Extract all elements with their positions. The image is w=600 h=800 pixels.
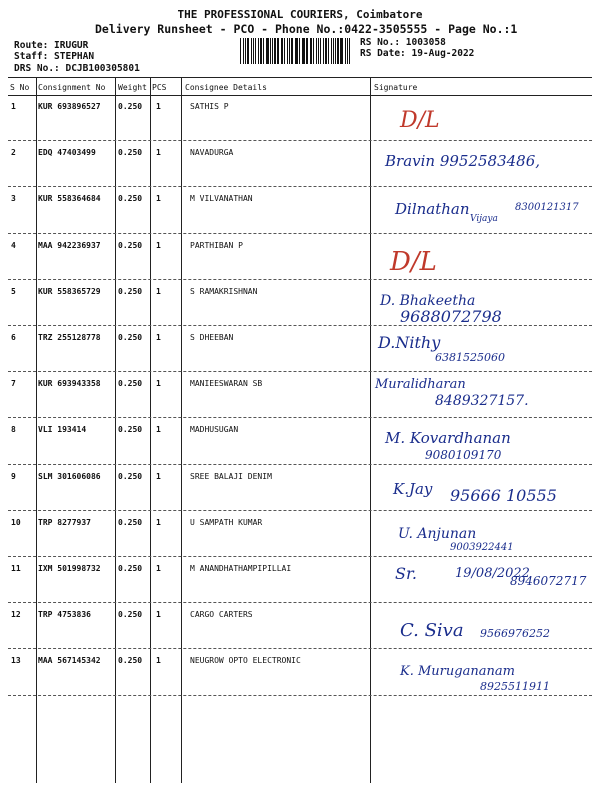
- row-divider: [8, 417, 592, 418]
- row-consignee: M ANANDHATHAMPIPILLAI: [190, 564, 292, 573]
- barcode: [240, 38, 352, 64]
- row-signature-part-2: 9080109170: [425, 448, 502, 463]
- table-top-rule: [8, 77, 592, 78]
- row-consignment-no: KUR 693896527: [38, 102, 101, 111]
- row-signature-part-1: M. Kovardhanan: [385, 429, 511, 448]
- row-divider: [8, 186, 592, 187]
- row-divider: [8, 279, 592, 280]
- row-divider: [8, 464, 592, 465]
- row-consignment-no: TRZ 255128778: [38, 333, 101, 342]
- row-signature-part-2: 8925511911: [480, 680, 550, 694]
- row-consignee: U SAMPATH KUMAR: [190, 517, 263, 527]
- row-sno: 3: [11, 194, 16, 204]
- row-sno: 5: [11, 286, 16, 296]
- row-consignment-no: IXM 501998732: [38, 564, 101, 573]
- row-consignee: PARTHIBAN P: [190, 240, 243, 250]
- row-signature-part-1: D/L: [390, 246, 437, 277]
- row-sno: 8: [11, 425, 16, 435]
- row-signature-part-2: 8489327157.: [435, 393, 529, 410]
- row-weight: 0.250: [118, 656, 143, 666]
- row-signature-part-1: Bravin 9952583486,: [385, 152, 541, 171]
- row-weight: 0.250: [118, 564, 143, 573]
- row-signature-part-1: C. Siva: [400, 620, 464, 642]
- row-signature-part-3: 8946072717: [510, 574, 587, 588]
- row-divider: [8, 510, 592, 511]
- column-divider: [115, 78, 116, 783]
- row-consignee: S RAMAKRISHNAN: [190, 286, 258, 296]
- row-consignment-no: MAA 942236937: [38, 240, 101, 250]
- row-signature-part-1: K.Jay: [393, 479, 433, 498]
- row-signature-part-1: D/L: [400, 108, 440, 133]
- column-divider: [181, 78, 182, 783]
- row-weight: 0.250: [118, 517, 143, 527]
- row-consignment-no: TRP 4753836: [38, 610, 91, 620]
- col-header-pcs: PCS: [152, 83, 167, 92]
- row-consignment-no: VLI 193414: [38, 425, 87, 435]
- row-sno: 2: [11, 148, 16, 158]
- row-consignment-no: KUR 558364684: [38, 194, 101, 204]
- drs-number: DRS No.: DCJB100305801: [14, 63, 140, 74]
- col-header-consignee: Consignee Details: [185, 83, 267, 92]
- column-divider: [370, 78, 371, 783]
- row-consignee: S DHEEBAN: [190, 333, 234, 342]
- row-signature-part-1: D. Bhakeetha: [380, 292, 476, 309]
- row-consignment-no: MAA 567145342: [38, 656, 101, 666]
- row-signature-part-2: 6381525060: [435, 351, 505, 364]
- row-consignee: NAVADURGA: [190, 148, 234, 158]
- row-signature-part-1: U. Anjunan: [398, 525, 477, 542]
- row-divider: [8, 140, 592, 141]
- row-weight: 0.250: [118, 240, 143, 250]
- col-header-consignment: Consignment No: [38, 83, 106, 92]
- row-sno: 12: [11, 610, 21, 620]
- row-consignee: SREE BALAJI DENIM: [190, 471, 272, 481]
- row-consignment-no: SLM 301606086: [38, 471, 101, 481]
- row-consignment-no: TRP 8277937: [38, 517, 91, 527]
- row-weight: 0.250: [118, 379, 143, 389]
- row-weight: 0.250: [118, 425, 143, 435]
- row-weight: 0.250: [118, 610, 143, 620]
- row-consignee: SATHIS P: [190, 102, 229, 111]
- col-header-signature: Signature: [374, 83, 418, 92]
- row-signature-part-1: Sr.: [395, 564, 417, 583]
- row-signature-part-3: Vijaya: [470, 214, 498, 225]
- row-sno: 13: [11, 656, 21, 666]
- rs-date: RS Date: 19-Aug-2022: [360, 48, 475, 59]
- row-pcs: 1: [156, 148, 161, 158]
- row-sno: 7: [11, 379, 16, 389]
- row-divider: [8, 371, 592, 372]
- row-divider: [8, 602, 592, 603]
- row-weight: 0.250: [118, 148, 143, 158]
- row-signature-part-1: D.Nithy: [378, 333, 441, 352]
- row-signature-part-2: 8300121317: [515, 202, 579, 214]
- row-signature-part-2: 9566976252: [480, 627, 550, 641]
- row-consignee: M VILVANATHAN: [190, 194, 253, 204]
- row-pcs: 1: [156, 656, 161, 666]
- row-divider: [8, 325, 592, 326]
- row-pcs: 1: [156, 286, 161, 296]
- row-pcs: 1: [156, 610, 161, 620]
- rs-number: RS No.: 1003058: [360, 37, 446, 48]
- row-weight: 0.250: [118, 194, 143, 204]
- row-signature-part-2: 95666 10555: [450, 485, 557, 505]
- row-consignee: NEUGROW OPTO ELECTRONIC: [190, 656, 301, 666]
- row-divider: [8, 556, 592, 557]
- row-signature-part-2: 9003922441: [450, 541, 514, 553]
- row-weight: 0.250: [118, 471, 143, 481]
- row-signature-part-1: K. Murugananam: [400, 664, 515, 680]
- col-header-weight: Weight: [118, 83, 147, 92]
- row-weight: 0.250: [118, 333, 143, 342]
- row-sno: 9: [11, 471, 16, 481]
- row-weight: 0.250: [118, 286, 143, 296]
- row-signature-part-1: Muralidharan: [375, 377, 466, 393]
- row-pcs: 1: [156, 102, 161, 111]
- col-header-sno: S No: [10, 83, 30, 92]
- row-consignee: CARGO CARTERS: [190, 610, 253, 620]
- row-sno: 6: [11, 333, 16, 342]
- company-title: THE PROFESSIONAL COURIERS, Coimbatore: [177, 8, 423, 21]
- staff: Staff: STEPHAN: [14, 51, 95, 62]
- row-consignment-no: KUR 558365729: [38, 286, 101, 296]
- row-pcs: 1: [156, 333, 161, 342]
- row-consignment-no: EDQ 47403499: [38, 148, 96, 158]
- row-pcs: 1: [156, 194, 161, 204]
- row-pcs: 1: [156, 240, 161, 250]
- row-pcs: 1: [156, 517, 161, 527]
- row-signature-part-2: 19/08/2022: [455, 566, 530, 581]
- row-sno: 1: [11, 102, 16, 111]
- row-divider: [8, 695, 592, 696]
- column-divider: [36, 78, 37, 783]
- row-consignee: MADHUSUGAN: [190, 425, 239, 435]
- header-bottom-rule: [8, 95, 592, 96]
- row-sno: 10: [11, 517, 21, 527]
- route: Route: IRUGUR: [14, 40, 89, 51]
- row-sno: 11: [11, 564, 21, 573]
- row-pcs: 1: [156, 471, 161, 481]
- row-divider: [8, 648, 592, 649]
- row-weight: 0.250: [118, 102, 143, 111]
- row-pcs: 1: [156, 564, 161, 573]
- row-signature-part-2: 9688072798: [400, 306, 502, 326]
- row-sno: 4: [11, 240, 16, 250]
- row-consignee: MANIEESWARAN SB: [190, 379, 263, 389]
- row-consignment-no: KUR 693943358: [38, 379, 101, 389]
- row-signature-part-1: Dilnathan: [395, 200, 470, 219]
- runsheet-title: Delivery Runsheet - PCO - Phone No.:0422-3505555 - Page No.:1: [95, 22, 518, 36]
- row-pcs: 1: [156, 379, 161, 389]
- column-divider: [150, 78, 151, 783]
- row-divider: [8, 233, 592, 234]
- row-pcs: 1: [156, 425, 161, 435]
